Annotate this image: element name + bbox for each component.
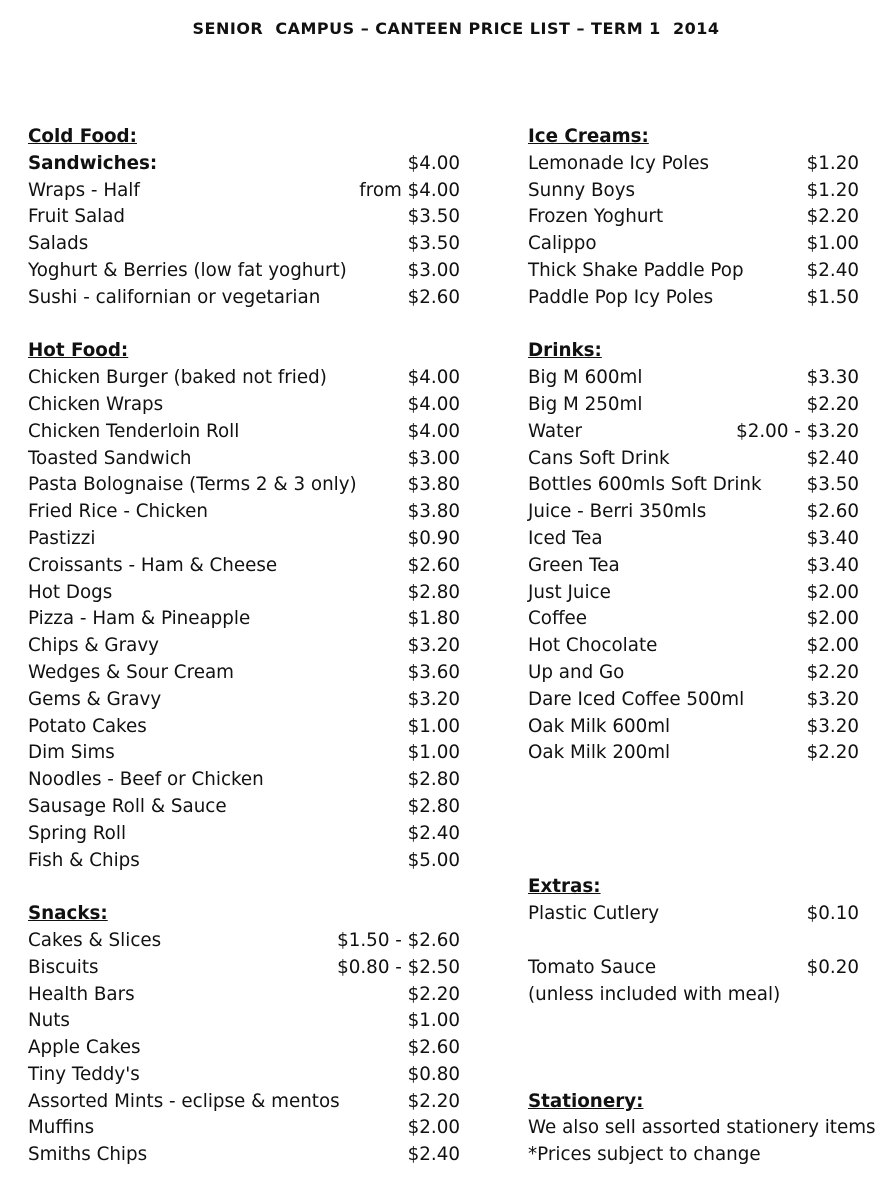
item-name: Toasted Sandwich bbox=[28, 447, 192, 469]
list-item bbox=[528, 231, 859, 258]
list-item bbox=[528, 285, 859, 312]
item-name: Thick Shake Paddle Pop bbox=[528, 259, 744, 281]
list-item bbox=[28, 1035, 460, 1062]
list-item bbox=[528, 660, 859, 687]
item-name: Pizza - Ham & Pineapple bbox=[28, 608, 251, 630]
item-price: $3.50 bbox=[407, 233, 460, 255]
list-item bbox=[28, 982, 460, 1009]
item-price: from $4.00 bbox=[359, 179, 460, 201]
item-price: $3.00 bbox=[407, 259, 460, 281]
item-name: Hot Chocolate bbox=[528, 635, 658, 657]
list-item bbox=[528, 365, 859, 392]
list-item bbox=[28, 928, 460, 955]
list-item bbox=[528, 901, 859, 928]
list-item bbox=[28, 526, 460, 553]
item-price: $2.20 bbox=[806, 661, 859, 683]
list-item bbox=[28, 446, 460, 473]
list-item bbox=[28, 553, 460, 580]
item-price: $3.00 bbox=[407, 447, 460, 469]
item-price: $2.40 bbox=[806, 447, 859, 469]
item-price: $1.80 bbox=[407, 608, 460, 630]
list-item bbox=[528, 526, 859, 553]
list-item bbox=[528, 419, 859, 446]
hot-food-heading: Hot Food: bbox=[28, 340, 129, 362]
item-price: $5.00 bbox=[407, 849, 460, 871]
item-price: $3.30 bbox=[806, 367, 859, 389]
list-item bbox=[28, 392, 460, 419]
item-name: Sausage Roll & Sauce bbox=[28, 795, 227, 817]
list-item bbox=[28, 606, 460, 633]
item-price: $2.20 bbox=[806, 393, 859, 415]
list-item bbox=[28, 419, 460, 446]
item-name: Chips & Gravy bbox=[28, 635, 159, 657]
item-name: Sushi - californian or vegetarian bbox=[28, 286, 321, 308]
item-price: $0.20 bbox=[806, 956, 859, 978]
list-item bbox=[28, 660, 460, 687]
item-price: $2.80 bbox=[407, 769, 460, 791]
item-name: Fish & Chips bbox=[28, 849, 140, 871]
item-name: Coffee bbox=[528, 608, 588, 630]
item-price: $2.00 - $3.20 bbox=[736, 420, 859, 442]
drinks-heading: Drinks: bbox=[528, 340, 602, 362]
item-price: $3.20 bbox=[806, 715, 859, 737]
item-name: Sandwiches: bbox=[28, 152, 158, 174]
item-name: Gems & Gravy bbox=[28, 688, 162, 710]
item-price: $2.20 bbox=[806, 742, 859, 764]
item-price: $3.60 bbox=[407, 661, 460, 683]
item-name: Water bbox=[528, 420, 583, 442]
item-name: Cans Soft Drink bbox=[528, 447, 670, 469]
item-price: $2.00 bbox=[806, 608, 859, 630]
item-price: $1.50 bbox=[806, 286, 859, 308]
list-item bbox=[28, 714, 460, 741]
item-name: Salads bbox=[28, 233, 89, 255]
item-name: Plastic Cutlery bbox=[528, 903, 660, 925]
item-price: $1.00 bbox=[407, 715, 460, 737]
item-name: Spring Roll bbox=[28, 822, 127, 844]
item-name: Assorted Mints - eclipse & mentos bbox=[28, 1090, 340, 1112]
list-item bbox=[28, 687, 460, 714]
item-name: Bottles 600mls Soft Drink bbox=[528, 474, 762, 496]
list-item bbox=[28, 794, 460, 821]
item-name: Wedges & Sour Cream bbox=[28, 661, 234, 683]
price-disclaimer: *Prices subject to change bbox=[528, 1144, 761, 1166]
item-price: $3.50 bbox=[806, 474, 859, 496]
item-name: Pasta Bolognaise (Terms 2 & 3 only) bbox=[28, 474, 357, 496]
list-item bbox=[28, 848, 460, 875]
item-price: $3.20 bbox=[407, 688, 460, 710]
list-item bbox=[528, 714, 859, 741]
list-item bbox=[528, 446, 859, 473]
list-item bbox=[28, 1115, 460, 1142]
item-price: $2.00 bbox=[806, 581, 859, 603]
item-name: Oak Milk 200ml bbox=[528, 742, 671, 764]
list-item bbox=[528, 258, 859, 285]
item-name: Cakes & Slices bbox=[28, 929, 162, 951]
item-name: Calippo bbox=[528, 233, 597, 255]
extras-heading: Extras: bbox=[528, 876, 601, 898]
item-name: Dare Iced Coffee 500ml bbox=[528, 688, 745, 710]
item-price: $1.00 bbox=[806, 233, 859, 255]
list-item bbox=[528, 151, 859, 178]
item-name: Oak Milk 600ml bbox=[528, 715, 671, 737]
list-item bbox=[28, 499, 460, 526]
item-price: $2.20 bbox=[407, 1090, 460, 1112]
item-price: $2.60 bbox=[806, 501, 859, 523]
item-price: $2.00 bbox=[806, 635, 859, 657]
list-item bbox=[28, 1142, 460, 1169]
hot-food-list bbox=[28, 365, 460, 874]
item-price: $1.00 bbox=[407, 1010, 460, 1032]
item-price: $0.10 bbox=[806, 903, 859, 925]
list-item bbox=[28, 1008, 460, 1035]
list-item bbox=[28, 580, 460, 607]
item-name: Chicken Tenderloin Roll bbox=[28, 420, 240, 442]
item-name: Paddle Pop Icy Poles bbox=[528, 286, 714, 308]
item-name: Up and Go bbox=[528, 661, 625, 683]
item-name: Hot Dogs bbox=[28, 581, 113, 603]
list-item bbox=[28, 231, 460, 258]
item-price: $3.20 bbox=[806, 688, 859, 710]
item-price: $0.80 bbox=[407, 1063, 460, 1085]
item-price: $2.40 bbox=[806, 259, 859, 281]
list-item bbox=[28, 740, 460, 767]
item-name: Pastizzi bbox=[28, 527, 96, 549]
item-name: Nuts bbox=[28, 1010, 70, 1032]
item-price: $2.40 bbox=[407, 1144, 460, 1166]
item-name: Just Juice bbox=[528, 581, 611, 603]
item-name: Yoghurt & Berries (low fat yoghurt) bbox=[28, 259, 347, 281]
cold-food-heading: Cold Food: bbox=[28, 126, 137, 147]
item-price: $4.00 bbox=[407, 152, 460, 174]
item-price: $4.00 bbox=[407, 393, 460, 415]
list-item bbox=[528, 633, 859, 660]
list-item bbox=[28, 955, 460, 982]
snacks-list bbox=[28, 928, 460, 1169]
item-price: $2.20 bbox=[806, 206, 859, 228]
item-name: Frozen Yoghurt bbox=[528, 206, 664, 228]
list-item bbox=[528, 204, 859, 231]
item-price: $1.20 bbox=[806, 152, 859, 174]
list-item bbox=[28, 767, 460, 794]
ice-creams-list bbox=[528, 151, 859, 312]
list-item bbox=[28, 821, 460, 848]
list-item bbox=[28, 472, 460, 499]
item-name: Noodles - Beef or Chicken bbox=[28, 769, 264, 791]
ice-creams-heading: Ice Creams: bbox=[528, 126, 649, 147]
item-name: Health Bars bbox=[28, 983, 135, 1005]
list-item bbox=[528, 606, 859, 633]
cold-food-list bbox=[28, 178, 460, 312]
item-name: Potato Cakes bbox=[28, 715, 147, 737]
list-item bbox=[28, 178, 460, 205]
item-name: Big M 600ml bbox=[528, 367, 643, 389]
item-price: $2.00 bbox=[407, 1117, 460, 1139]
item-name: Tomato Sauce bbox=[528, 956, 657, 978]
item-name: Wraps - Half bbox=[28, 179, 140, 201]
item-price: $0.90 bbox=[407, 527, 460, 549]
item-price: $3.20 bbox=[407, 635, 460, 657]
item-name: Juice - Berri 350mls bbox=[528, 501, 707, 523]
item-price: $3.50 bbox=[407, 206, 460, 228]
right-column bbox=[528, 124, 876, 1169]
item-price: $3.80 bbox=[407, 501, 460, 523]
item-name: Fruit Salad bbox=[28, 206, 126, 228]
item-price: $4.00 bbox=[407, 367, 460, 389]
list-item bbox=[28, 285, 460, 312]
item-price: $2.80 bbox=[407, 581, 460, 603]
item-name: Chicken Burger (baked not fried) bbox=[28, 367, 327, 389]
item-name: Lemonade Icy Poles bbox=[528, 152, 710, 174]
item-name: Apple Cakes bbox=[28, 1037, 141, 1059]
list-item bbox=[528, 740, 859, 767]
item-price: $2.40 bbox=[407, 822, 460, 844]
item-name: Sunny Boys bbox=[528, 179, 636, 201]
list-item bbox=[528, 687, 859, 714]
stationery-heading: Stationery: bbox=[528, 1090, 644, 1112]
item-price: $2.60 bbox=[407, 554, 460, 576]
item-name: Fried Rice - Chicken bbox=[28, 501, 208, 523]
list-item bbox=[28, 1062, 460, 1089]
item-price: $1.00 bbox=[407, 742, 460, 764]
stationery-note: We also sell assorted stationery items bbox=[528, 1117, 876, 1139]
item-price: $4.00 bbox=[407, 420, 460, 442]
list-item bbox=[28, 204, 460, 231]
list-item bbox=[528, 580, 859, 607]
item-name: Iced Tea bbox=[528, 527, 603, 549]
item-name: Green Tea bbox=[528, 554, 620, 576]
list-item bbox=[28, 1089, 460, 1116]
page-title: SENIOR CAMPUS – CANTEEN PRICE LIST – TERM 1 2014 bbox=[192, 19, 720, 38]
list-item bbox=[528, 955, 859, 982]
item-price: $0.80 - $2.50 bbox=[337, 956, 460, 978]
item-price: $3.40 bbox=[806, 527, 859, 549]
list-item bbox=[528, 499, 859, 526]
list-item bbox=[28, 258, 460, 285]
item-price: $1.20 bbox=[806, 179, 859, 201]
item-name: Dim Sims bbox=[28, 742, 115, 764]
list-item bbox=[528, 472, 859, 499]
list-item bbox=[28, 365, 460, 392]
item-price: $1.50 - $2.60 bbox=[337, 929, 460, 951]
item-price: $3.80 bbox=[407, 474, 460, 496]
list-item bbox=[528, 553, 859, 580]
list-item bbox=[528, 178, 859, 205]
sandwiches-row bbox=[28, 151, 460, 178]
item-name: Biscuits bbox=[28, 956, 99, 978]
item-name: Big M 250ml bbox=[528, 393, 643, 415]
snacks-heading: Snacks: bbox=[28, 903, 108, 925]
list-item bbox=[528, 392, 859, 419]
item-price: $2.80 bbox=[407, 795, 460, 817]
sauce-note: (unless included with meal) bbox=[528, 983, 781, 1005]
item-name: Smiths Chips bbox=[28, 1144, 148, 1166]
list-item bbox=[28, 633, 460, 660]
left-column bbox=[28, 124, 460, 1169]
item-name: Tiny Teddy's bbox=[28, 1063, 140, 1085]
drinks-list bbox=[528, 365, 859, 767]
item-name: Muffins bbox=[28, 1117, 95, 1139]
item-price: $2.20 bbox=[407, 983, 460, 1005]
item-name: Croissants - Ham & Cheese bbox=[28, 554, 278, 576]
item-name: Chicken Wraps bbox=[28, 393, 164, 415]
item-price: $3.40 bbox=[806, 554, 859, 576]
item-price: $2.60 bbox=[407, 1037, 460, 1059]
item-price: $2.60 bbox=[407, 286, 460, 308]
